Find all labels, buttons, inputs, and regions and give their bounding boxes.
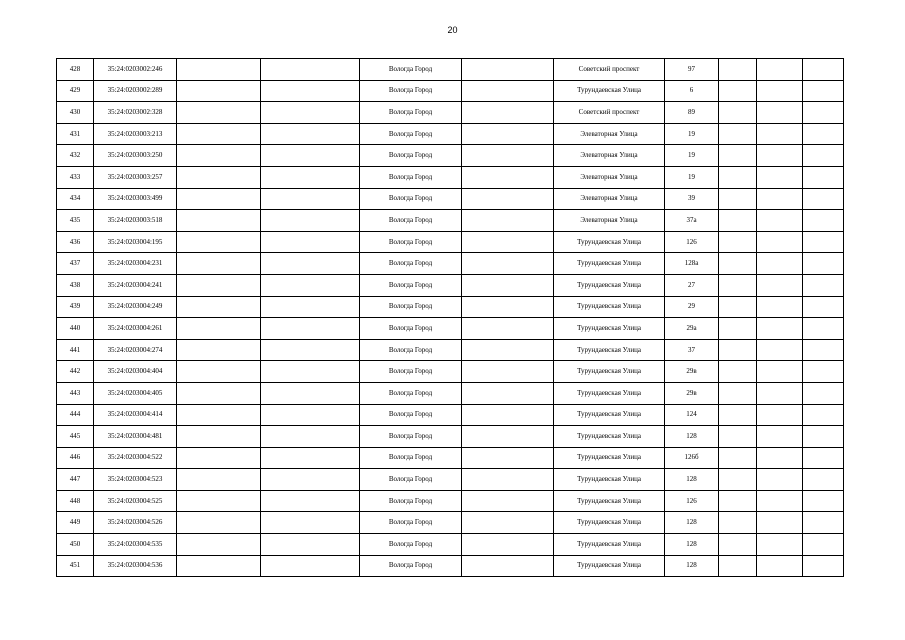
- empty-cell: [757, 274, 803, 296]
- empty-cell: [719, 426, 757, 448]
- empty-cell: [803, 145, 844, 167]
- house-number-cell: 37а: [665, 210, 719, 232]
- empty-cell: [719, 512, 757, 534]
- empty-cell: [177, 404, 261, 426]
- row-number-cell: 432: [57, 145, 94, 167]
- city-cell: Вологда Город: [360, 447, 462, 469]
- street-cell: Турундаевская Улица: [554, 318, 665, 340]
- empty-cell: [177, 123, 261, 145]
- city-cell: Вологда Город: [360, 426, 462, 448]
- city-cell: Вологда Город: [360, 145, 462, 167]
- city-cell: Вологда Город: [360, 534, 462, 556]
- empty-cell: [261, 555, 360, 577]
- row-number-cell: 448: [57, 490, 94, 512]
- empty-cell: [261, 145, 360, 167]
- house-number-cell: 39: [665, 188, 719, 210]
- city-cell: Вологда Город: [360, 339, 462, 361]
- street-cell: Турундаевская Улица: [554, 512, 665, 534]
- empty-cell: [462, 80, 554, 102]
- street-cell: Элеваторная Улица: [554, 210, 665, 232]
- row-number-cell: 435: [57, 210, 94, 232]
- empty-cell: [261, 123, 360, 145]
- empty-cell: [757, 231, 803, 253]
- empty-cell: [803, 404, 844, 426]
- empty-cell: [177, 382, 261, 404]
- empty-cell: [803, 382, 844, 404]
- empty-cell: [261, 166, 360, 188]
- cadastral-number-cell: 35:24:0203004:525: [94, 490, 177, 512]
- empty-cell: [719, 296, 757, 318]
- cadastral-number-cell: 35:24:0203004:241: [94, 274, 177, 296]
- cadastral-number-cell: 35:24:0203004:231: [94, 253, 177, 275]
- table-row: [57, 296, 844, 318]
- page-number: 20: [447, 25, 458, 35]
- house-number-cell: 128а: [665, 253, 719, 275]
- city-cell: Вологда Город: [360, 123, 462, 145]
- row-number-cell: 439: [57, 296, 94, 318]
- row-number-cell: 431: [57, 123, 94, 145]
- table-row: [57, 253, 844, 275]
- empty-cell: [177, 210, 261, 232]
- empty-cell: [462, 404, 554, 426]
- empty-cell: [261, 80, 360, 102]
- empty-cell: [803, 210, 844, 232]
- city-cell: Вологда Город: [360, 188, 462, 210]
- empty-cell: [719, 382, 757, 404]
- table-row: [57, 231, 844, 253]
- cadastral-number-cell: 35:24:0203004:414: [94, 404, 177, 426]
- empty-cell: [177, 274, 261, 296]
- empty-cell: [462, 166, 554, 188]
- empty-cell: [757, 145, 803, 167]
- empty-cell: [803, 361, 844, 383]
- table-row: [57, 102, 844, 124]
- row-number-cell: 449: [57, 512, 94, 534]
- house-number-cell: 37: [665, 339, 719, 361]
- row-number-cell: 428: [57, 59, 94, 81]
- empty-cell: [803, 102, 844, 124]
- cadastral-number-cell: 35:24:0203004:261: [94, 318, 177, 340]
- city-cell: Вологда Город: [360, 253, 462, 275]
- registry-table: [56, 58, 844, 577]
- empty-cell: [803, 469, 844, 491]
- empty-cell: [462, 188, 554, 210]
- row-number-cell: 445: [57, 426, 94, 448]
- empty-cell: [177, 80, 261, 102]
- cadastral-number-cell: 35:24:0203002:328: [94, 102, 177, 124]
- empty-cell: [177, 361, 261, 383]
- empty-cell: [719, 80, 757, 102]
- house-number-cell: 128: [665, 469, 719, 491]
- empty-cell: [719, 123, 757, 145]
- empty-cell: [462, 534, 554, 556]
- empty-cell: [177, 534, 261, 556]
- empty-cell: [462, 145, 554, 167]
- empty-cell: [462, 253, 554, 275]
- empty-cell: [177, 447, 261, 469]
- registry-table-body: [57, 59, 844, 577]
- street-cell: Турундаевская Улица: [554, 339, 665, 361]
- empty-cell: [462, 59, 554, 81]
- house-number-cell: 29: [665, 296, 719, 318]
- empty-cell: [462, 231, 554, 253]
- empty-cell: [177, 469, 261, 491]
- empty-cell: [719, 490, 757, 512]
- empty-cell: [462, 318, 554, 340]
- empty-cell: [261, 469, 360, 491]
- house-number-cell: 19: [665, 123, 719, 145]
- empty-cell: [261, 426, 360, 448]
- table-row: [57, 59, 844, 81]
- table-row: [57, 145, 844, 167]
- empty-cell: [261, 253, 360, 275]
- empty-cell: [177, 166, 261, 188]
- empty-cell: [719, 102, 757, 124]
- house-number-cell: 126: [665, 231, 719, 253]
- empty-cell: [757, 534, 803, 556]
- city-cell: Вологда Город: [360, 210, 462, 232]
- empty-cell: [719, 274, 757, 296]
- empty-cell: [803, 447, 844, 469]
- empty-cell: [719, 231, 757, 253]
- empty-cell: [261, 361, 360, 383]
- city-cell: Вологда Город: [360, 231, 462, 253]
- empty-cell: [261, 274, 360, 296]
- empty-cell: [757, 59, 803, 81]
- empty-cell: [462, 490, 554, 512]
- street-cell: Турундаевская Улица: [554, 274, 665, 296]
- street-cell: Турундаевская Улица: [554, 447, 665, 469]
- street-cell: Турундаевская Улица: [554, 469, 665, 491]
- house-number-cell: 128: [665, 534, 719, 556]
- empty-cell: [719, 210, 757, 232]
- empty-cell: [177, 296, 261, 318]
- row-number-cell: 443: [57, 382, 94, 404]
- empty-cell: [803, 534, 844, 556]
- row-number-cell: 444: [57, 404, 94, 426]
- empty-cell: [803, 123, 844, 145]
- empty-cell: [177, 555, 261, 577]
- empty-cell: [719, 555, 757, 577]
- row-number-cell: 441: [57, 339, 94, 361]
- table-row: [57, 80, 844, 102]
- table-row: [57, 188, 844, 210]
- empty-cell: [803, 490, 844, 512]
- street-cell: Советский проспект: [554, 102, 665, 124]
- house-number-cell: 128: [665, 426, 719, 448]
- empty-cell: [757, 166, 803, 188]
- empty-cell: [261, 102, 360, 124]
- cadastral-number-cell: 35:24:0203002:246: [94, 59, 177, 81]
- empty-cell: [177, 145, 261, 167]
- empty-cell: [719, 318, 757, 340]
- empty-cell: [803, 426, 844, 448]
- street-cell: Элеваторная Улица: [554, 145, 665, 167]
- table-row: [57, 404, 844, 426]
- empty-cell: [177, 253, 261, 275]
- street-cell: Турундаевская Улица: [554, 253, 665, 275]
- street-cell: Советский проспект: [554, 59, 665, 81]
- house-number-cell: 19: [665, 145, 719, 167]
- house-number-cell: 97: [665, 59, 719, 81]
- empty-cell: [462, 102, 554, 124]
- empty-cell: [757, 361, 803, 383]
- table-row: [57, 426, 844, 448]
- empty-cell: [803, 188, 844, 210]
- street-cell: Элеваторная Улица: [554, 123, 665, 145]
- table-row: [57, 210, 844, 232]
- house-number-cell: 89: [665, 102, 719, 124]
- empty-cell: [177, 231, 261, 253]
- empty-cell: [261, 231, 360, 253]
- empty-cell: [757, 318, 803, 340]
- cadastral-number-cell: 35:24:0203003:518: [94, 210, 177, 232]
- empty-cell: [757, 382, 803, 404]
- empty-cell: [803, 555, 844, 577]
- table-row: [57, 534, 844, 556]
- city-cell: Вологда Город: [360, 296, 462, 318]
- empty-cell: [177, 426, 261, 448]
- empty-cell: [803, 512, 844, 534]
- empty-cell: [462, 296, 554, 318]
- row-number-cell: 438: [57, 274, 94, 296]
- empty-cell: [261, 339, 360, 361]
- table-row: [57, 555, 844, 577]
- empty-cell: [462, 361, 554, 383]
- empty-cell: [462, 555, 554, 577]
- cadastral-number-cell: 35:24:0203004:526: [94, 512, 177, 534]
- empty-cell: [177, 512, 261, 534]
- table-row: [57, 361, 844, 383]
- empty-cell: [177, 339, 261, 361]
- street-cell: Турундаевская Улица: [554, 231, 665, 253]
- cadastral-number-cell: 35:24:0203003:257: [94, 166, 177, 188]
- city-cell: Вологда Город: [360, 490, 462, 512]
- empty-cell: [719, 145, 757, 167]
- house-number-cell: 29в: [665, 382, 719, 404]
- cadastral-number-cell: 35:24:0203004:274: [94, 339, 177, 361]
- cadastral-number-cell: 35:24:0203003:213: [94, 123, 177, 145]
- empty-cell: [757, 490, 803, 512]
- house-number-cell: 126б: [665, 447, 719, 469]
- empty-cell: [462, 274, 554, 296]
- empty-cell: [719, 166, 757, 188]
- empty-cell: [261, 59, 360, 81]
- cadastral-number-cell: 35:24:0203004:249: [94, 296, 177, 318]
- empty-cell: [803, 318, 844, 340]
- city-cell: Вологда Город: [360, 274, 462, 296]
- cadastral-number-cell: 35:24:0203004:522: [94, 447, 177, 469]
- empty-cell: [177, 490, 261, 512]
- street-cell: Элеваторная Улица: [554, 188, 665, 210]
- table-row: [57, 490, 844, 512]
- empty-cell: [261, 188, 360, 210]
- house-number-cell: 128: [665, 512, 719, 534]
- empty-cell: [757, 123, 803, 145]
- empty-cell: [177, 188, 261, 210]
- city-cell: Вологда Город: [360, 59, 462, 81]
- empty-cell: [803, 253, 844, 275]
- empty-cell: [803, 296, 844, 318]
- empty-cell: [261, 210, 360, 232]
- cadastral-number-cell: 35:24:0203004:404: [94, 361, 177, 383]
- empty-cell: [757, 404, 803, 426]
- city-cell: Вологда Город: [360, 404, 462, 426]
- street-cell: Турундаевская Улица: [554, 382, 665, 404]
- city-cell: Вологда Город: [360, 318, 462, 340]
- empty-cell: [261, 296, 360, 318]
- house-number-cell: 128: [665, 555, 719, 577]
- empty-cell: [757, 102, 803, 124]
- cadastral-number-cell: 35:24:0203003:250: [94, 145, 177, 167]
- empty-cell: [803, 59, 844, 81]
- row-number-cell: 430: [57, 102, 94, 124]
- city-cell: Вологда Город: [360, 382, 462, 404]
- empty-cell: [719, 361, 757, 383]
- row-number-cell: 451: [57, 555, 94, 577]
- row-number-cell: 442: [57, 361, 94, 383]
- cadastral-number-cell: 35:24:0203004:195: [94, 231, 177, 253]
- empty-cell: [757, 555, 803, 577]
- table-row: [57, 318, 844, 340]
- city-cell: Вологда Город: [360, 512, 462, 534]
- row-number-cell: 429: [57, 80, 94, 102]
- empty-cell: [462, 382, 554, 404]
- city-cell: Вологда Город: [360, 469, 462, 491]
- row-number-cell: 437: [57, 253, 94, 275]
- city-cell: Вологда Город: [360, 361, 462, 383]
- street-cell: Турундаевская Улица: [554, 426, 665, 448]
- cadastral-number-cell: 35:24:0203003:499: [94, 188, 177, 210]
- cadastral-number-cell: 35:24:0203004:536: [94, 555, 177, 577]
- empty-cell: [462, 447, 554, 469]
- empty-cell: [719, 339, 757, 361]
- empty-cell: [462, 339, 554, 361]
- street-cell: Турундаевская Улица: [554, 296, 665, 318]
- empty-cell: [757, 426, 803, 448]
- empty-cell: [462, 123, 554, 145]
- empty-cell: [803, 274, 844, 296]
- empty-cell: [803, 339, 844, 361]
- empty-cell: [177, 318, 261, 340]
- city-cell: Вологда Город: [360, 166, 462, 188]
- table-row: [57, 382, 844, 404]
- row-number-cell: 440: [57, 318, 94, 340]
- empty-cell: [719, 447, 757, 469]
- empty-cell: [719, 59, 757, 81]
- house-number-cell: 126: [665, 490, 719, 512]
- row-number-cell: 436: [57, 231, 94, 253]
- street-cell: Турундаевская Улица: [554, 404, 665, 426]
- empty-cell: [757, 188, 803, 210]
- empty-cell: [757, 339, 803, 361]
- empty-cell: [803, 231, 844, 253]
- empty-cell: [261, 512, 360, 534]
- table-row: [57, 166, 844, 188]
- cadastral-number-cell: 35:24:0203004:535: [94, 534, 177, 556]
- empty-cell: [462, 512, 554, 534]
- empty-cell: [719, 404, 757, 426]
- house-number-cell: 6: [665, 80, 719, 102]
- empty-cell: [757, 253, 803, 275]
- cadastral-number-cell: 35:24:0203004:523: [94, 469, 177, 491]
- street-cell: Турундаевская Улица: [554, 555, 665, 577]
- empty-cell: [261, 382, 360, 404]
- table-row: [57, 274, 844, 296]
- row-number-cell: 433: [57, 166, 94, 188]
- house-number-cell: 19: [665, 166, 719, 188]
- empty-cell: [261, 447, 360, 469]
- cadastral-number-cell: 35:24:0203004:405: [94, 382, 177, 404]
- street-cell: Турундаевская Улица: [554, 490, 665, 512]
- city-cell: Вологда Город: [360, 555, 462, 577]
- street-cell: Турундаевская Улица: [554, 361, 665, 383]
- house-number-cell: 29а: [665, 318, 719, 340]
- table-row: [57, 469, 844, 491]
- empty-cell: [462, 426, 554, 448]
- empty-cell: [757, 296, 803, 318]
- empty-cell: [719, 534, 757, 556]
- empty-cell: [177, 102, 261, 124]
- empty-cell: [261, 318, 360, 340]
- table-row: [57, 339, 844, 361]
- empty-cell: [757, 210, 803, 232]
- empty-cell: [261, 490, 360, 512]
- cadastral-number-cell: 35:24:0203004:481: [94, 426, 177, 448]
- empty-cell: [177, 59, 261, 81]
- house-number-cell: 27: [665, 274, 719, 296]
- cadastral-number-cell: 35:24:0203002:289: [94, 80, 177, 102]
- row-number-cell: 434: [57, 188, 94, 210]
- house-number-cell: 124: [665, 404, 719, 426]
- empty-cell: [719, 253, 757, 275]
- empty-cell: [462, 210, 554, 232]
- empty-cell: [757, 512, 803, 534]
- empty-cell: [719, 188, 757, 210]
- house-number-cell: 29в: [665, 361, 719, 383]
- empty-cell: [462, 469, 554, 491]
- empty-cell: [757, 447, 803, 469]
- table-row: [57, 512, 844, 534]
- empty-cell: [757, 80, 803, 102]
- row-number-cell: 447: [57, 469, 94, 491]
- city-cell: Вологда Город: [360, 80, 462, 102]
- empty-cell: [261, 534, 360, 556]
- empty-cell: [803, 166, 844, 188]
- row-number-cell: 450: [57, 534, 94, 556]
- row-number-cell: 446: [57, 447, 94, 469]
- empty-cell: [261, 404, 360, 426]
- empty-cell: [757, 469, 803, 491]
- street-cell: Элеваторная Улица: [554, 166, 665, 188]
- table-row: [57, 123, 844, 145]
- empty-cell: [719, 469, 757, 491]
- street-cell: Турундаевская Улица: [554, 80, 665, 102]
- city-cell: Вологда Город: [360, 102, 462, 124]
- street-cell: Турундаевская Улица: [554, 534, 665, 556]
- table-row: [57, 447, 844, 469]
- empty-cell: [803, 80, 844, 102]
